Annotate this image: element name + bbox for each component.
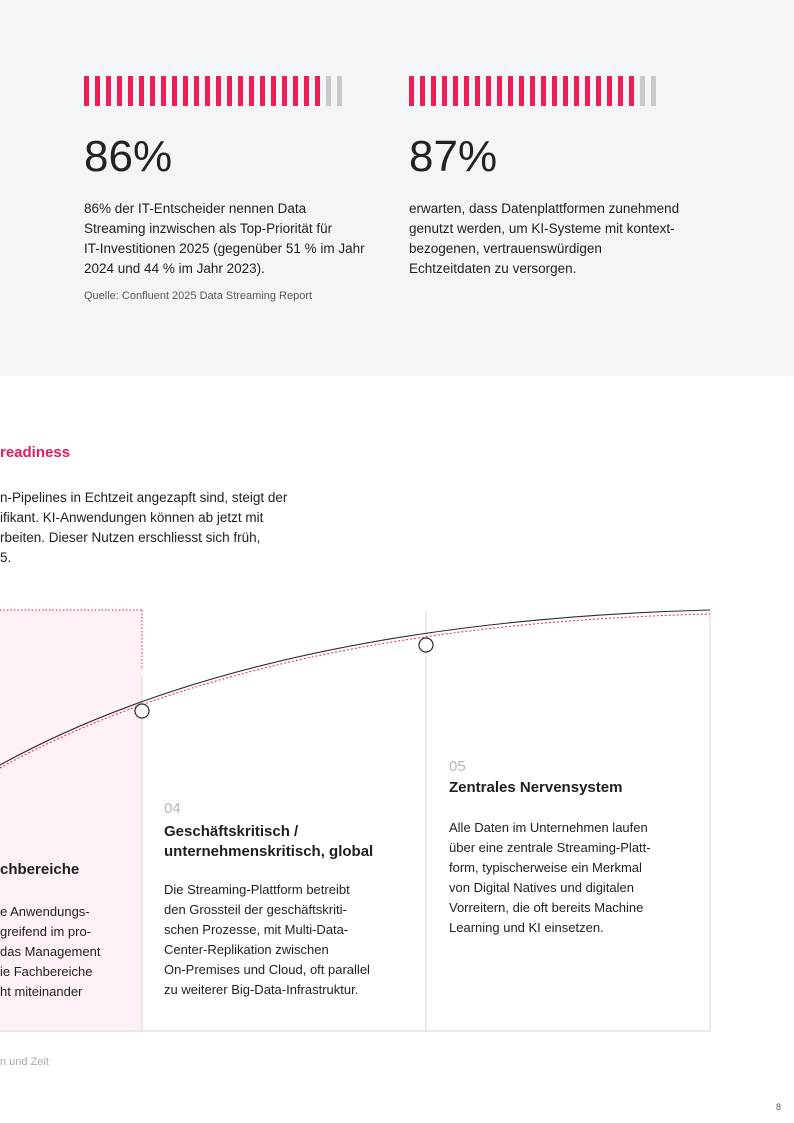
bar-segment-filled xyxy=(139,76,144,106)
bar-segment-filled xyxy=(95,76,100,106)
bar-segment-filled xyxy=(574,76,579,106)
stage-desc-line: von Digital Natives und digitalen xyxy=(449,880,634,895)
bar-segment-filled xyxy=(607,76,612,106)
bar-segment-filled xyxy=(260,76,265,106)
bar-segment-filled xyxy=(585,76,590,106)
bar-segment-filled xyxy=(618,76,623,106)
bar-segment-filled xyxy=(530,76,535,106)
stat-1-line: 2024 und 44 % im Jahr 2023). xyxy=(84,261,265,276)
intro-line: n-Pipelines in Echtzeit angezapft sind, steigt der xyxy=(0,490,288,505)
bar-segment-filled xyxy=(227,76,232,106)
stage-3 xyxy=(0,858,100,1002)
stat-2-line: genutzt werden, um KI-Systeme mit kontext- xyxy=(409,221,675,236)
bar-segment-filled xyxy=(519,76,524,106)
stat-2-line: erwarten, dass Datenplattformen zunehmend xyxy=(409,201,680,216)
bar-segment-filled xyxy=(249,76,254,106)
stat-card-2 xyxy=(409,76,709,279)
bar-segment-filled xyxy=(596,76,601,106)
bar-segment-filled xyxy=(205,76,210,106)
stage-desc-line: Alle Daten im Unternehmen laufen xyxy=(449,820,648,835)
stage-5-title xyxy=(449,778,651,798)
stage-4-number: 04 xyxy=(164,800,181,817)
bar-segment-filled xyxy=(194,76,199,106)
bar-segment-filled xyxy=(431,76,436,106)
bar-segment-filled xyxy=(216,76,221,106)
stat-2-description xyxy=(409,199,714,279)
stage-desc-line: Vorreitern, die oft bereits Machine xyxy=(449,900,644,915)
milestone-marker-4 xyxy=(135,704,149,718)
stage-5 xyxy=(449,758,651,938)
intro-line: 5. xyxy=(0,550,12,565)
stat-1-value: 86% xyxy=(84,132,173,181)
stat-2-value: 87% xyxy=(409,132,498,181)
bar-segment-filled xyxy=(508,76,513,106)
stat-1-line: 86% der IT-Entscheider nennen Data xyxy=(84,201,307,216)
bar-segment-filled xyxy=(150,76,155,106)
bar-segment-filled xyxy=(238,76,243,106)
bar-segment-filled xyxy=(128,76,133,106)
bar-segment-filled xyxy=(563,76,568,106)
bar-segment-filled xyxy=(442,76,447,106)
stat-1-line: Streaming inzwischen als Top-Priorität für xyxy=(84,221,333,236)
stage-desc-line: On-Premises und Cloud, oft parallel xyxy=(164,962,370,977)
stage-3-description xyxy=(0,902,100,1002)
diagram-caption: n und Zeit xyxy=(0,1056,49,1068)
stage-4-title xyxy=(164,822,373,862)
maturity-diagram xyxy=(0,600,794,1040)
milestone-marker-5 xyxy=(419,638,433,652)
intro-line: ifikant. KI-Anwendungen können ab jetzt mit xyxy=(0,510,264,525)
bar-segment-filled xyxy=(453,76,458,106)
stat-1-description xyxy=(84,199,389,279)
stage-5-number: 05 xyxy=(449,758,466,775)
bar-segment-filled xyxy=(475,76,480,106)
bar-segment-filled xyxy=(282,76,287,106)
section-intro xyxy=(0,488,330,568)
stage-desc-line: über eine zentrale Streaming-Platt- xyxy=(449,840,651,855)
stage-desc-line: ht miteinander xyxy=(0,984,83,999)
stage-desc-line: den Grossteil der geschäftskriti- xyxy=(164,902,347,917)
stat-2-progress-bar xyxy=(409,76,709,106)
stage-title-line: Geschäftskritisch / xyxy=(164,823,299,840)
bar-segment-filled xyxy=(486,76,491,106)
stats-band xyxy=(0,0,794,376)
stat-1-progress-bar xyxy=(84,76,384,106)
stage-3-title xyxy=(0,860,100,880)
stage-desc-line: ie Fachbereiche xyxy=(0,964,93,979)
bar-segment-filled xyxy=(464,76,469,106)
bar-segment-filled xyxy=(106,76,111,106)
bar-segment-filled xyxy=(409,76,414,106)
bar-segment-filled xyxy=(629,76,634,106)
stat-1-line: IT-Investitionen 2025 (gegenüber 51 % im Jahr xyxy=(84,241,365,256)
stage-4 xyxy=(164,800,373,1000)
stage-desc-line: Learning und KI einsetzen. xyxy=(449,920,604,935)
bar-segment-filled xyxy=(420,76,425,106)
bar-segment-filled xyxy=(271,76,276,106)
bar-segment-empty xyxy=(651,76,656,106)
bar-segment-filled xyxy=(497,76,502,106)
stage-4-description xyxy=(164,880,373,1000)
stage-title-line: Zentrales Nervensystem xyxy=(449,779,623,796)
stage-desc-line: schen Prozesse, mit Multi-Data- xyxy=(164,922,349,937)
stage-title-line: chbereiche xyxy=(0,861,80,878)
stage-desc-line: Die Streaming-Plattform betreibt xyxy=(164,882,350,897)
bar-segment-filled xyxy=(541,76,546,106)
intro-line: rbeiten. Dieser Nutzen erschliesst sich früh, xyxy=(0,530,261,545)
stage-5-description xyxy=(449,818,651,938)
bar-segment-empty xyxy=(640,76,645,106)
stage-desc-line: das Management xyxy=(0,944,101,959)
stage-desc-line: Center-Replikation zwischen xyxy=(164,942,329,957)
stat-card-1 xyxy=(84,76,384,279)
stage-desc-line: form, typischerweise ein Merkmal xyxy=(449,860,642,875)
bar-segment-filled xyxy=(304,76,309,106)
bar-segment-filled xyxy=(161,76,166,106)
source-note: Quelle: Confluent 2025 Data Streaming Report xyxy=(84,290,313,302)
bar-segment-empty xyxy=(337,76,342,106)
bar-segment-filled xyxy=(552,76,557,106)
bar-segment-filled xyxy=(117,76,122,106)
stage-title-line: unternehmenskritisch, global xyxy=(164,843,374,860)
bar-segment-filled xyxy=(183,76,188,106)
stage-desc-line: zu weiterer Big-Data-Infrastruktur. xyxy=(164,982,359,997)
stat-2-line: Echtzeitdaten zu versorgen. xyxy=(409,261,577,276)
bar-segment-filled xyxy=(172,76,177,106)
stage-desc-line: e Anwendungs- xyxy=(0,904,90,919)
stat-2-line: bezogenen, vertrauenswürdigen xyxy=(409,241,602,256)
section-heading: readiness xyxy=(0,444,71,461)
bar-segment-filled xyxy=(84,76,89,106)
bar-segment-filled xyxy=(315,76,320,106)
bar-segment-empty xyxy=(326,76,331,106)
bar-segment-filled xyxy=(293,76,298,106)
page-number: 8 xyxy=(776,1102,782,1112)
stage-desc-line: greifend im pro- xyxy=(0,924,92,939)
